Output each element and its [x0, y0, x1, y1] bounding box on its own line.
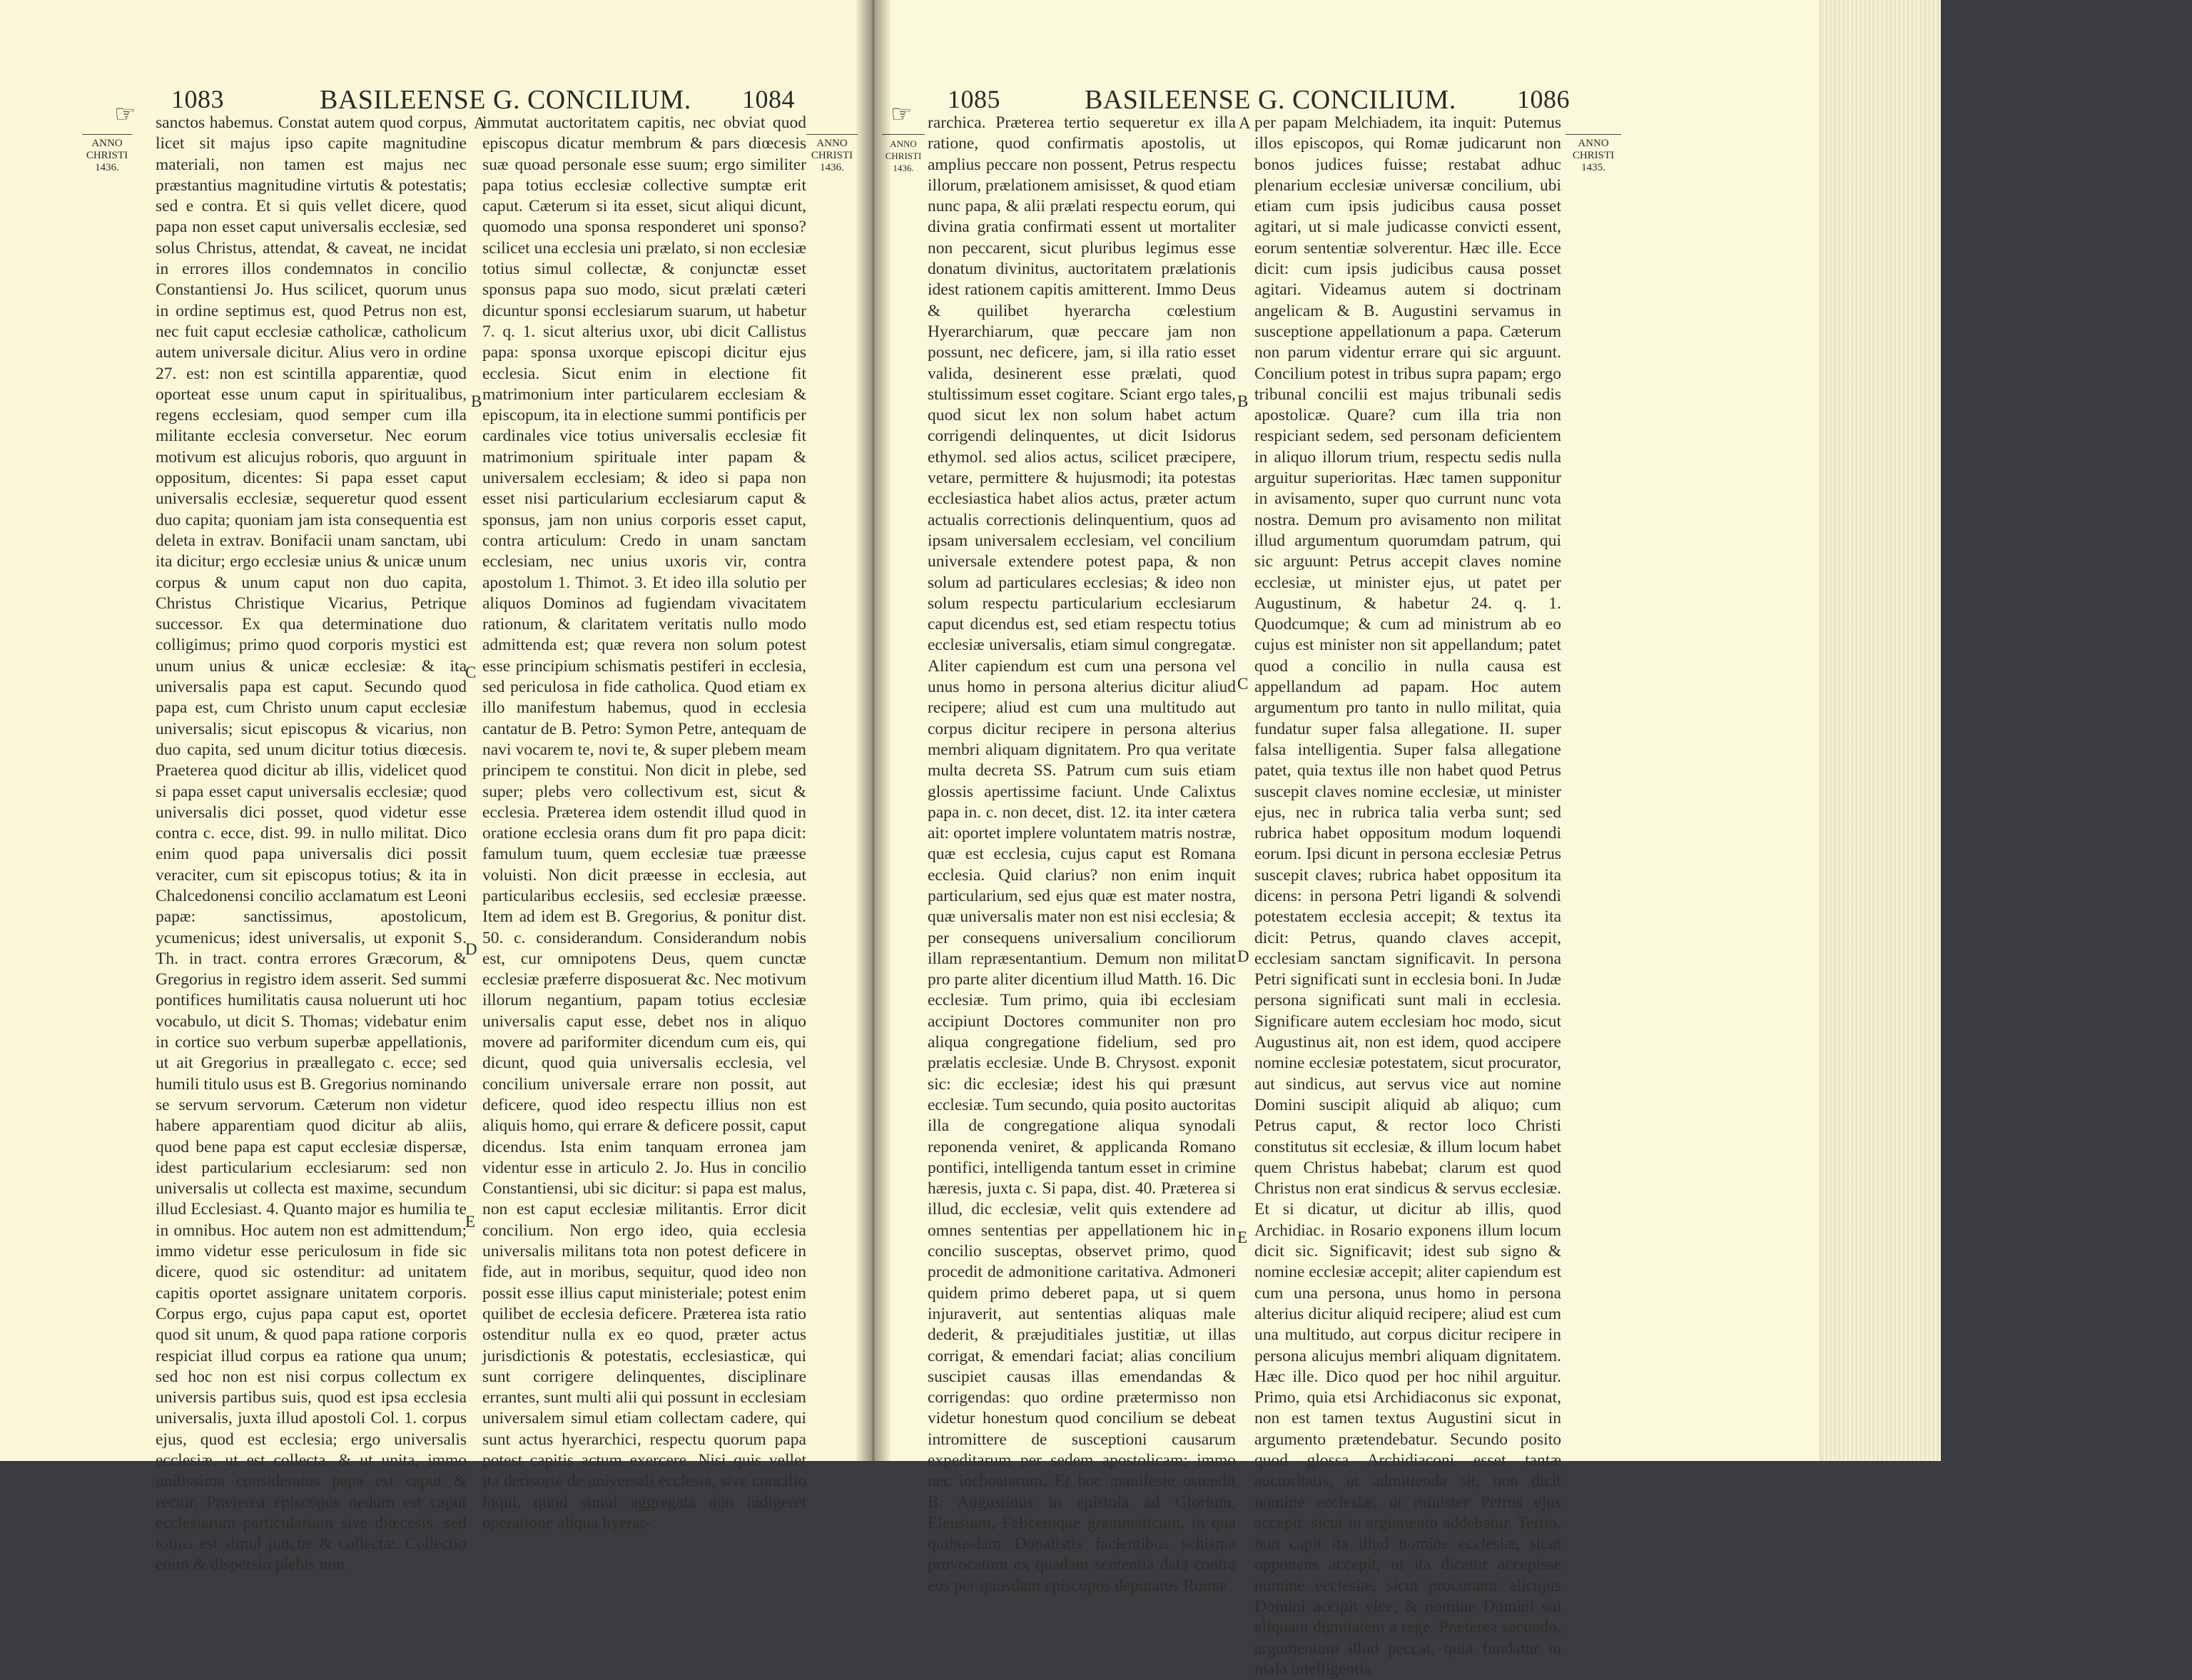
page-edges	[1820, 0, 1942, 1461]
book-gutter	[856, 0, 890, 1461]
text-column-2	[482, 113, 806, 1532]
margin-rule	[82, 134, 118, 135]
column-2-text: immutat auctoritatem capitis, nec obviat quod episcopus dicatur membrum & pars diœcesis suæ quoad personale esse suum; ergo similiter papa totius ecclesiæ collective sumptæ erit caput. Cæterum si ita esset, sicut aliqui dicunt, quomodo una sponsa responderet uni sponso? scilicet una ecclesia uni prælato, si non ecclesiæ totius simul collectæ, & conjunctæ esset sponsus papa suo modo, sicut prælati cæteri dicuntur sponsi ecclesiarum suarum, ut habetur 7. q. 1. sicut alterius uxor, ubi dicit Callistus papa: sponsa uxorque episcopi dicitur ejus ecclesia. Sicut enim in electione fit matrimonium inter particularem ecclesiam & episcopum, ita in electione summi pontificis per cardinales vice totius universalis ecclesiæ fit matrimonium spirituale inter papam & universalem ecclesiam; & ideo si papa non esset nisi particularium ecclesiarum caput & sponsus, jam non unius corporis esset caput, contra articulum: Credo in unam sanctam ecclesiam, nec unius uxoris vir, contra apostolum 1. Thimot. 3. Et ideo illa solutio per aliquos Dominos ad fugiendam vivacitatem rationum, & claritatem veritatis nullo modo admittenda est; quæ revera non solum potest esse principium schismatis pestiferi in ecclesia, sed periculosa in fide catholica. Quod etiam ex illo manifestum habemus, quod in ecclesia cantatur de B. Petro: Symon Petre, antequam de navi vocarem te, novi te, & super plebem meam principem te constitui. Non dicit in plebe, sed super; plebs vero collectivum est, sicut & ecclesia. Præterea idem ostendit illud quod in oratione ecclesia orans dum fit pro papa dicit: famulum tuum, quem ecclesiæ tuæ præesse voluisti. Non dicit præesse in ecclesia, aut particularibus ecclesiis, sed ecclesiæ præesse. Item ad idem est B. Gregorius, & ponitur dist. 50. c. considerandum. Considerandum nobis est, cur omnipotens Deus, quem cunctæ ecclesiæ præferre disposuerat &c. Nec motivum illorum negantium, papam totius ecclesiæ universalis caput esse, debet nos in aliquo movere ad pariformiter dicendum cum eis, qui dicunt, quod quia universalis ecclesia, vel concilium universale errare non possit, aut deficere, quod ideo respectu illius non est aliquis homo, qui errare & deficere possit, caput dicendus. Ista enim tanquam erronea jam videntur esse in articulo 2. Jo. Hus in concilio Constantiensi, ubi sic dicitur: si papa est malus, non est caput ecclesiæ militantis. Error dicit concilium. Non ergo ideo, quia ecclesia universalis militans tota non potest deficere in fide, aut in moribus, sequitur, quod ideo non possit esse illius caput ministeriale; potest enim quilibet de ecclesia deficere. Præterea ista ratio ostenditur nulla ex eo quod, præter actus jurisdictionis & potestatis, ecclesiasticæ, qui sunt corrigere delinquentes, disciplinare errantes, sunt multi alii qui possunt in ecclesiam universalem simul etiam collectam cadere, qui sunt actus hyerarchici, respectu quorum papa potest capitis actum exercere. Nisi quis vellet ita derisorie de universali ecclesia, sive concilio loqui, quod simul aggregata non indigeret operatione aliqua hyerar-	[482, 113, 806, 1532]
running-title-left: BASILEENSE G. CONCILIUM.	[320, 85, 691, 115]
column-1-text: sanctos habemus. Constat autem quod corpus, licet sit majus ipso capite magnitudine materiali, non tamen est majus nec præstantius magnitudine virtutis & potestatis; sed e contra. Et si quis vellet dicere, quod papa non esset caput universalis ecclesiæ, sed solus Christus, attendat, & caveat, ne incidat in errores illos condemnatos in concilio Constantiensi Jo. Hus scilicet, quorum unus in ordine septimus est, quod Petrus non est, nec fuit caput ecclesiæ catholicæ, catholicum autem universale dicitur. Alius vero in ordine 27. est: non est scintilla apparentiæ, quod oporteat esse unum caput in spiritualibus, regens ecclesiam, quod semper cum illa militante ecclesia conversetur. Nec eorum motivum est alicujus roboris, quo arguunt in oppositum, dicentes: Si papa esset caput universalis ecclesiæ, sequeretur quod essent duo capita; quoniam jam ista consequentia est deleta in extrav. Bonifacii unam sanctam, ubi ita dicitur; ergo ecclesiæ unius & unicæ unum corpus & unum caput non duo capita, Christus Christique Vicarius, Petrique successor. Ex qua determinatione duo colligimus; primo quod corporis mystici est unum unius & unicæ ecclesiæ: & ita universalis papa est caput. Secundo quod papa est, cum Christo unum caput ecclesiæ universalis; sicut episcopus & vicarius, non duo capita, sed unum dicitur totius diœcesis. Praeterea quod dicitur ab illis, videlicet quod si papa esset caput universalis ecclesiæ; quod universalis dici posset, quod videtur esse contra c. ecce, dist. 99. in nullo militat. Dico enim quod papa universalis dici possit veraciter, cum sit episcopus totius; & ita in Chalcedonensi concilio acclamatum est Leoni papæ: sanctissimus, apostolicum, ycumenicus; idest universalis, ut exponit S. Th. in tract. contra errores Græcorum, & Gregorius in registro idem asserit. Sed summi pontifices humilitatis causa noluerunt uti hoc vocabulo, ut dicit S. Thomas; videbatur enim in cortice suo verbum superbæ appellationis, ut ait Gregorius in præallegato c. ecce; sed humili titulo usus est B. Gregorius nominando se servum servorum. Cæterum non videtur habere apparentiam quod dicitur ab aliis, quod bene papa est caput ecclesiæ dispersæ, idest particularium ecclesiarum: sed non universalis ut collecta est maxime, secundum illud Ecclesiast. 4. Quanto major es humilia te in omnibus. Hoc autem non est admittendum; immo videtur esse periculosum in fide sic dicere, quod sic ostenditur: ad unitatem capitis oportet assignare unitatem corporis. Corpus ergo, cujus papa caput est, oportet quod sit unum, & quod papa ratione corporis respiciat illud corpus ea ratione qua unum; sed hoc non est nisi corpus collectum ex universis partibus suis, quod est ipsa ecclesia universalis, juxta illud apostoli Col. 1. corpus ejus, quod est ecclesia; ergo universalis ecclesiæ, ut est collecta, & ut unita, immo unitissima consideratus papa est caput & rector. Præterea episcopus nedum est caput ecclesiarum particularium sive diœcesis, sed totius est simul junctæ & collectæ. Collectio enim & dispersio plebis non	[156, 113, 467, 1574]
section-letter-b: B	[471, 392, 482, 410]
section-letter-a-right: A	[1239, 114, 1251, 132]
text-column-3	[928, 113, 1236, 1595]
section-letter-c-right: C	[1237, 675, 1249, 693]
page-number-1084: 1084	[742, 85, 795, 113]
pointing-hand-icon: ☞	[114, 100, 136, 128]
section-letter-a: A	[474, 114, 486, 132]
running-title-right: BASILEENSE G. CONCILIUM.	[1085, 85, 1456, 115]
section-letter-b-right: B	[1237, 392, 1249, 410]
page-number-1085: 1085	[948, 85, 1000, 113]
section-letter-d: D	[465, 940, 477, 958]
section-letter-c: C	[465, 663, 477, 681]
pointing-hand-icon-right: ☞	[890, 100, 913, 128]
column-4-text: per papam Melchiadem, ita inquit: Putemus illos episcopos, qui Romæ judicarunt non bonos judices fuisse; restabat adhuc plenarium ecclesiæ universæ concilium, ubi etiam cum ipsis judicibus causa posset agitari, ut si male judicasse convicti essent, eorum sententiæ solverentur. Hæc ille. Ecce dicit: cum ipsis judicibus causa posset agitari. Videamus autem si doctrinam angelicam & B. Augustini servamus in susceptione appellationum a papa. Cæterum non parum videntur errare qui sic arguunt. Concilium potest in tribus supra papam; ergo tribunal concilii est majus tribunali sedis apostolicæ. Quare? cum illa tria non respiciant sedem, sed personam deficientem in aliquo illorum trium, respectu sedis nulla arguitur superioritas. Hæc tamen supponitur in avisamento, super quo currunt nunc vota nostra. Demum pro avisamento non militat illud argumentum quorumdam patrum, qui sic arguunt: Petrus accepit claves nomine ecclesiæ, ut minister ejus, ut patet per Augustinum, & habetur 24. q. 1. Quodcumque; & cum ad ministrum ab eo cujus est minister non sit appellandum; patet quod a concilio in nulla causa est appellandum ad papam. Hoc autem argumentum pro tanto in nullo militat, quia fundatur super falsa allegatione. II. super falsa intelligentia. Super falsa allegatione patet, quia textus ille non habet quod Petrus suscepit claves nomine ecclesiæ, ut minister ejus, nec in rubrica talia verba sunt; sed rubrica habet oppositum modum loquendi eorum. Ipsi dicunt in persona ecclesiæ Petrus suscepit claves; rubrica habet oppositum ita dicens: in persona Petri ligandi & solvendi potestatem ecclesia accepit; & textus ita dicit: Petrus, quando claves accepit, ecclesiam sanctam significavit. In persona Petri significati sunt in ecclesia boni. In Judæ persona significati sunt mali in ecclesia. Significare autem ecclesiam hoc modo, sicut Augustinus ait, non est idem, quod accipere nomine ecclesiæ potestatem, sicut procurator, aut sindicus, aut servus vice aut nomine Domini suscipit aliquid ab aliquo; cum Petrus caput, & rector loco Christi constitutus sit ecclesiæ, & illum locum habet quem Christus habebat; clarum est quod Christus non erat sindicus & servus ecclesiæ. Et si dicatur, ut dicitur ab illis, quod Archidiac. in Rosario exponens illum locum dicit sic. Significavit; idest sub signo & nomine ecclesiæ accepit; aliter capiendum est cum una persona, unus homo in persona alterius dicitur aliquid recipere; aliud est cum una multitudo, aut corpus dicitur recipere in persona alicujus membri aliquam dignitatem. Hæc ille. Dico quod per hoc nihil arguitur. Primo, quia etsi Archidiaconus sic exponat, non est tamen textus Augustini sicut in argumento prætendebatur. Secundo posito quod glossa Archidiaconi esset tantæ auctoritatis, ut admittenda sit, non dicit nomine ecclesiæ, ut minister Petrus ejus accepit, sicut in argumento addebatur. Tertio, non capit ita illud nomine ecclesiæ, sicut opponens accepit, ut ita dicatur accepisse nomine ecclesiæ, sicut procurator alicujus Domini accipit vice, & nomine Domini sui aliquam dignitatem a rege. Præterea secundo, argumentum illud peccat, quia fundatur in mala intelligentia	[1254, 113, 1561, 1679]
section-letter-e-right: E	[1237, 1228, 1248, 1246]
page-number-1083: 1083	[171, 85, 224, 113]
column-3-text: rarchica. Præterea tertio sequeretur ex illa ratione, quod confirmatis apostolis, ut amplius peccare non possent, Petrus respectu illorum, prælationem amisisset, & quod etiam nunc papa, & alii prælati respectu eorum, qui divina gratia confirmati essent ut mortaliter non peccarent, sicut pluribus legimus esse donatum divinitus, auctoritatem prælationis idest rationem capitis amitterent. Immo Deus & quilibet hyerarcha cœlestium Hyerarchiarum, quæ peccare jam non possunt, nec deficere, jam, si illa ratio esset valida, desinerent esse prælati, quod stultissimum esset cogitare. Sciant ergo tales, quod sicut lex non solum habet actum corrigendi delinquentes, ut dicit Isidorus ethymol. sed alios actus, scilicet præcipere, vetare, permittere & hujusmodi; ita potestas ecclesiastica habet alios actus, præter actum actualis correctionis delinquentium, quos ad ipsam universalem ecclesiam, vel concilium universale extendere potest papa, & non solum ad particulares ecclesias; & ideo non solum respectu particularium ecclesiarum caput dicendus est, sed etiam respectu totius ecclesiæ universalis, etiam simul congregatæ. Aliter capiendum est cum una persona vel unus homo in persona alterius dicitur aliud recipere; aliud est cum una multitudo aut corpus dicitur recipere in persona alterius membri aliquam dignitatem. Pro qua veritate multa decreta SS. Patrum cum suis etiam glossis apertissime faciunt. Unde Calixtus papa in. c. non decet, dist. 12. ita inter cætera ait: oportet implere voluntatem matris nostræ, quæ est ecclesia, cujus caput est Romana ecclesia. Quid clarius? non enim inquit particularium, sed ejus quæ est mater nostra, quæ universalis mater non est nisi ecclesia; & per consequens universalium conciliorum illam repræsentantium. Demum non militat pro parte aliter dicentium illud Matth. 16. Dic ecclesiæ. Tum primo, quia ibi ecclesiam accipiunt Doctores communiter non pro aliqua congregatione fidelium, sed pro prælatis ecclesiæ. Unde B. Chrysost. exponit sic: dic ecclesiæ; idest his qui præsunt ecclesiæ. Tum secundo, quia posito auctoritas illa de congregatione aliqua synodali reponenda veniret, & applicanda Romano pontifici, intelligenda tantum esset in crimine hæresis, juxta c. Si papa, dist. 40. Præterea si illud, dic ecclesiæ, velit quis extendere ad omnes sententias per appellationem hic in concilio susceptas, observet primo, quod procedit de admonitione caritativa. Admoneri quidem primo deberet papa, ut si quem injuraverit, aut sententias aliquas male dederit, & præjuditiales justitiæ, ut illas corrigat, & emendari faciat; alias concilium suscipiet causas illas emendandas & corrigendas: quo ordine prætermisso non videtur honestum quod concilium se debeat intromittere de susceptioni causarum expeditarum per sedem apostolicam; immo nec inchoatarum. Et hoc manifeste ostendit B. Augustinus in epistola ad Glorium, Eleusium, Felicemque grammaticum, in qua quibusdam Donatistis facientibus schisma provocatum ex quadam sententia data contra eos per quosdam episcopos deputatos Romæ	[928, 113, 1236, 1595]
anno-christi-right: ANNO CHRISTI 1435.	[1566, 134, 1621, 174]
anno-christi-left: ANNO CHRISTI 1436.	[82, 134, 132, 174]
text-column-4	[1254, 113, 1561, 1679]
anno-christi-mid-right: ANNO CHRISTI 1436.	[882, 134, 925, 174]
section-letter-d-right: D	[1237, 947, 1249, 965]
background-surface	[1941, 0, 2192, 1461]
section-letter-e: E	[465, 1213, 476, 1231]
page-number-1086: 1086	[1517, 85, 1570, 113]
text-column-1	[156, 113, 467, 1574]
anno-christi-mid-left: ANNO CHRISTI 1436.	[806, 134, 858, 174]
